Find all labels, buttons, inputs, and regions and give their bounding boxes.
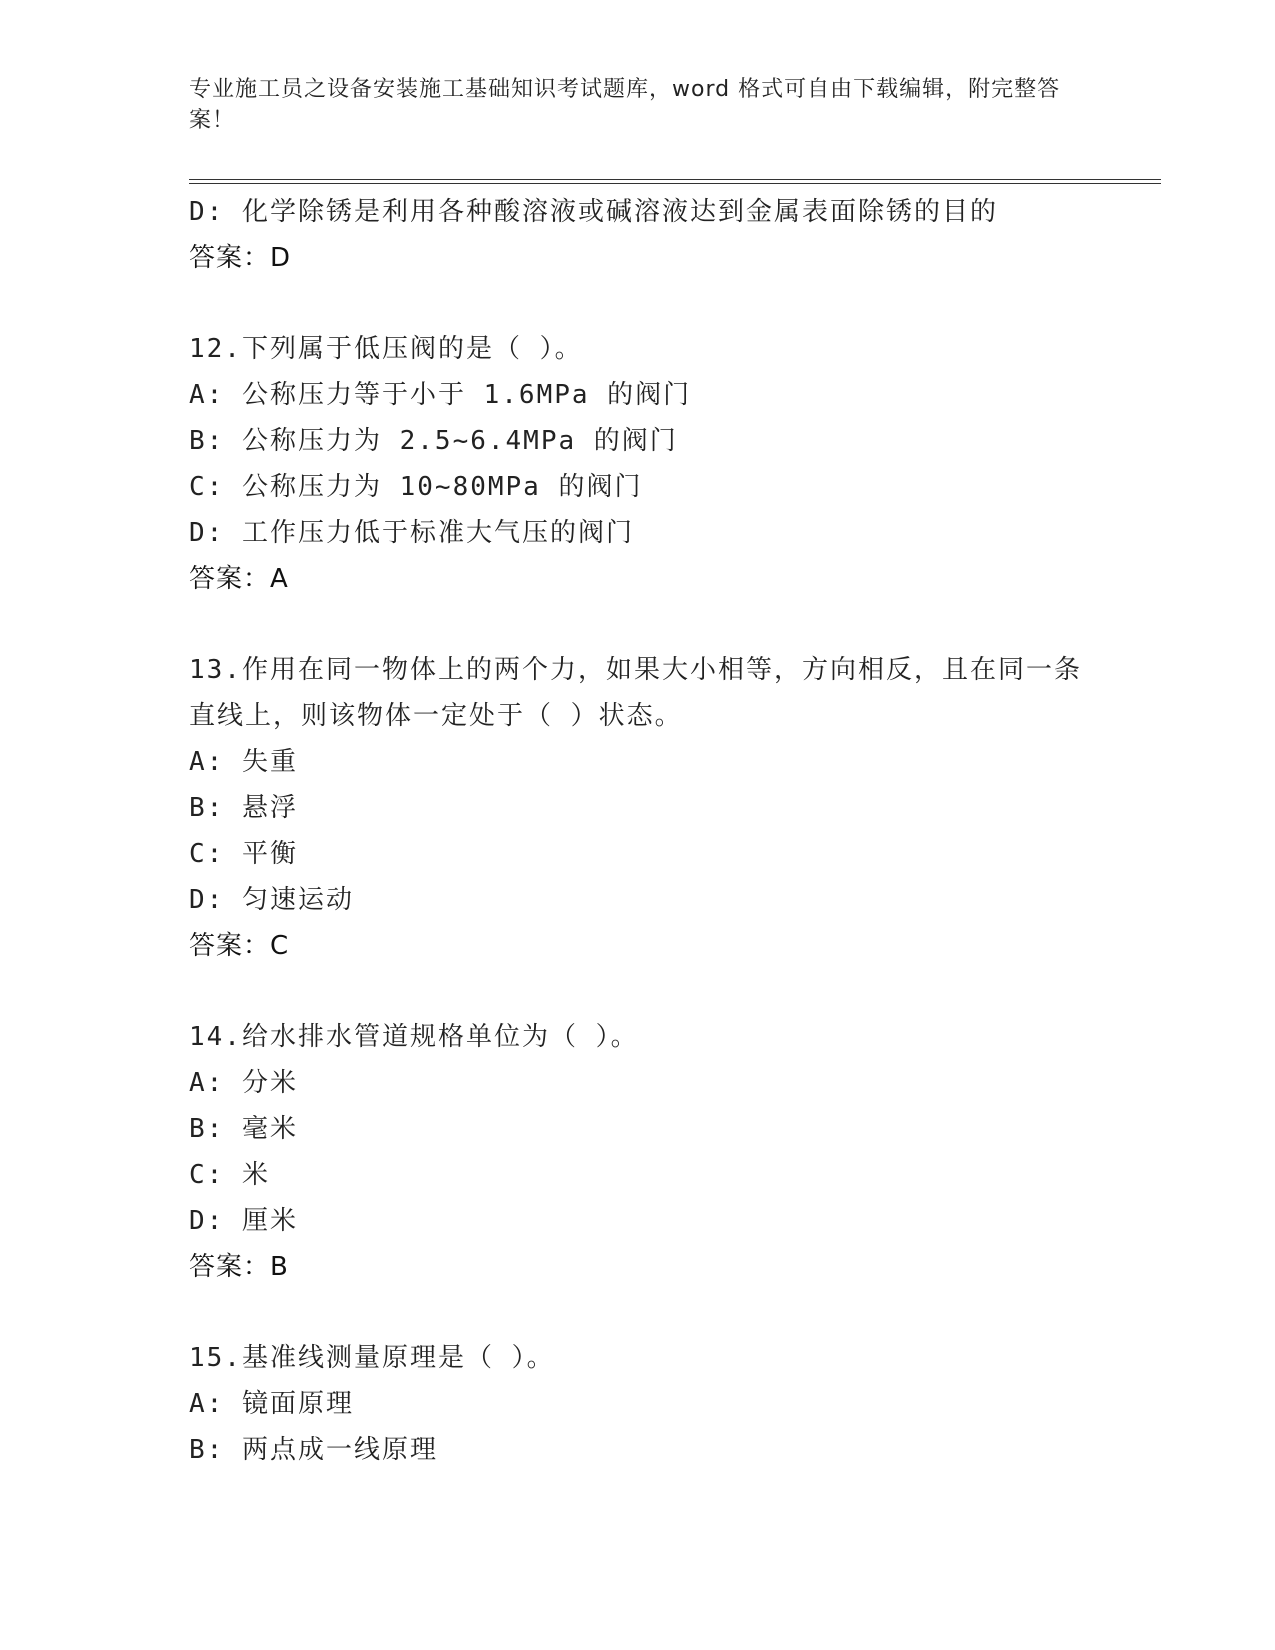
option-b: B: 毫米 [189,1114,298,1144]
option-d: D: 厘米 [189,1206,298,1236]
question-block [189,326,1089,602]
option-b: B: 公称压力为 2.5~6.4MPa 的阀门 [189,426,678,456]
option-d: D: 工作压力低于标准大气压的阀门 [189,518,634,548]
option-d-continued: D: 化学除锈是利用各种酸溶液或碱溶液达到金属表面除锈的目的 [189,197,998,227]
spacer [189,602,1089,647]
question-block [189,647,1089,969]
document-content [189,189,1089,1473]
spacer [189,1290,1089,1335]
document-header: 专业施工员之设备安装施工基础知识考试题库，word 格式可自由下载编辑，附完整答案！ [189,77,1061,133]
spacer [189,969,1089,1014]
option-d: D: 匀速运动 [189,885,354,915]
question-block [189,1335,1089,1473]
answer-line: 答案：D [189,243,292,273]
question-stem: 14.给水排水管道规格单位为（ ）。 [189,1022,639,1052]
option-a: A: 公称压力等于小于 1.6MPa 的阀门 [189,380,692,410]
option-c: C: 平衡 [189,839,298,869]
option-a: A: 失重 [189,747,298,777]
answer-line: 答案：C [189,931,290,961]
option-c: C: 米 [189,1160,270,1190]
option-a: A: 镜面原理 [189,1389,354,1419]
option-b: B: 悬浮 [189,793,298,823]
question-stem: 12.下列属于低压阀的是（ ）。 [189,334,583,364]
option-a: A: 分米 [189,1068,298,1098]
answer-line: 答案：B [189,1252,289,1282]
answer-line: 答案：A [189,564,289,594]
option-b: B: 两点成一线原理 [189,1435,438,1465]
question-stem: 15.基准线测量原理是（ ）。 [189,1343,555,1373]
spacer [189,281,1089,326]
option-c: C: 公称压力为 10~80MPa 的阀门 [189,472,643,502]
header-divider-top [189,179,1161,180]
question-block [189,1014,1089,1290]
header-divider-bottom [189,183,1161,184]
question-stem: 13.作用在同一物体上的两个力，如果大小相等，方向相反，且在同一条直线上，则该物体一定处于（ ）状态。 [189,655,1082,731]
